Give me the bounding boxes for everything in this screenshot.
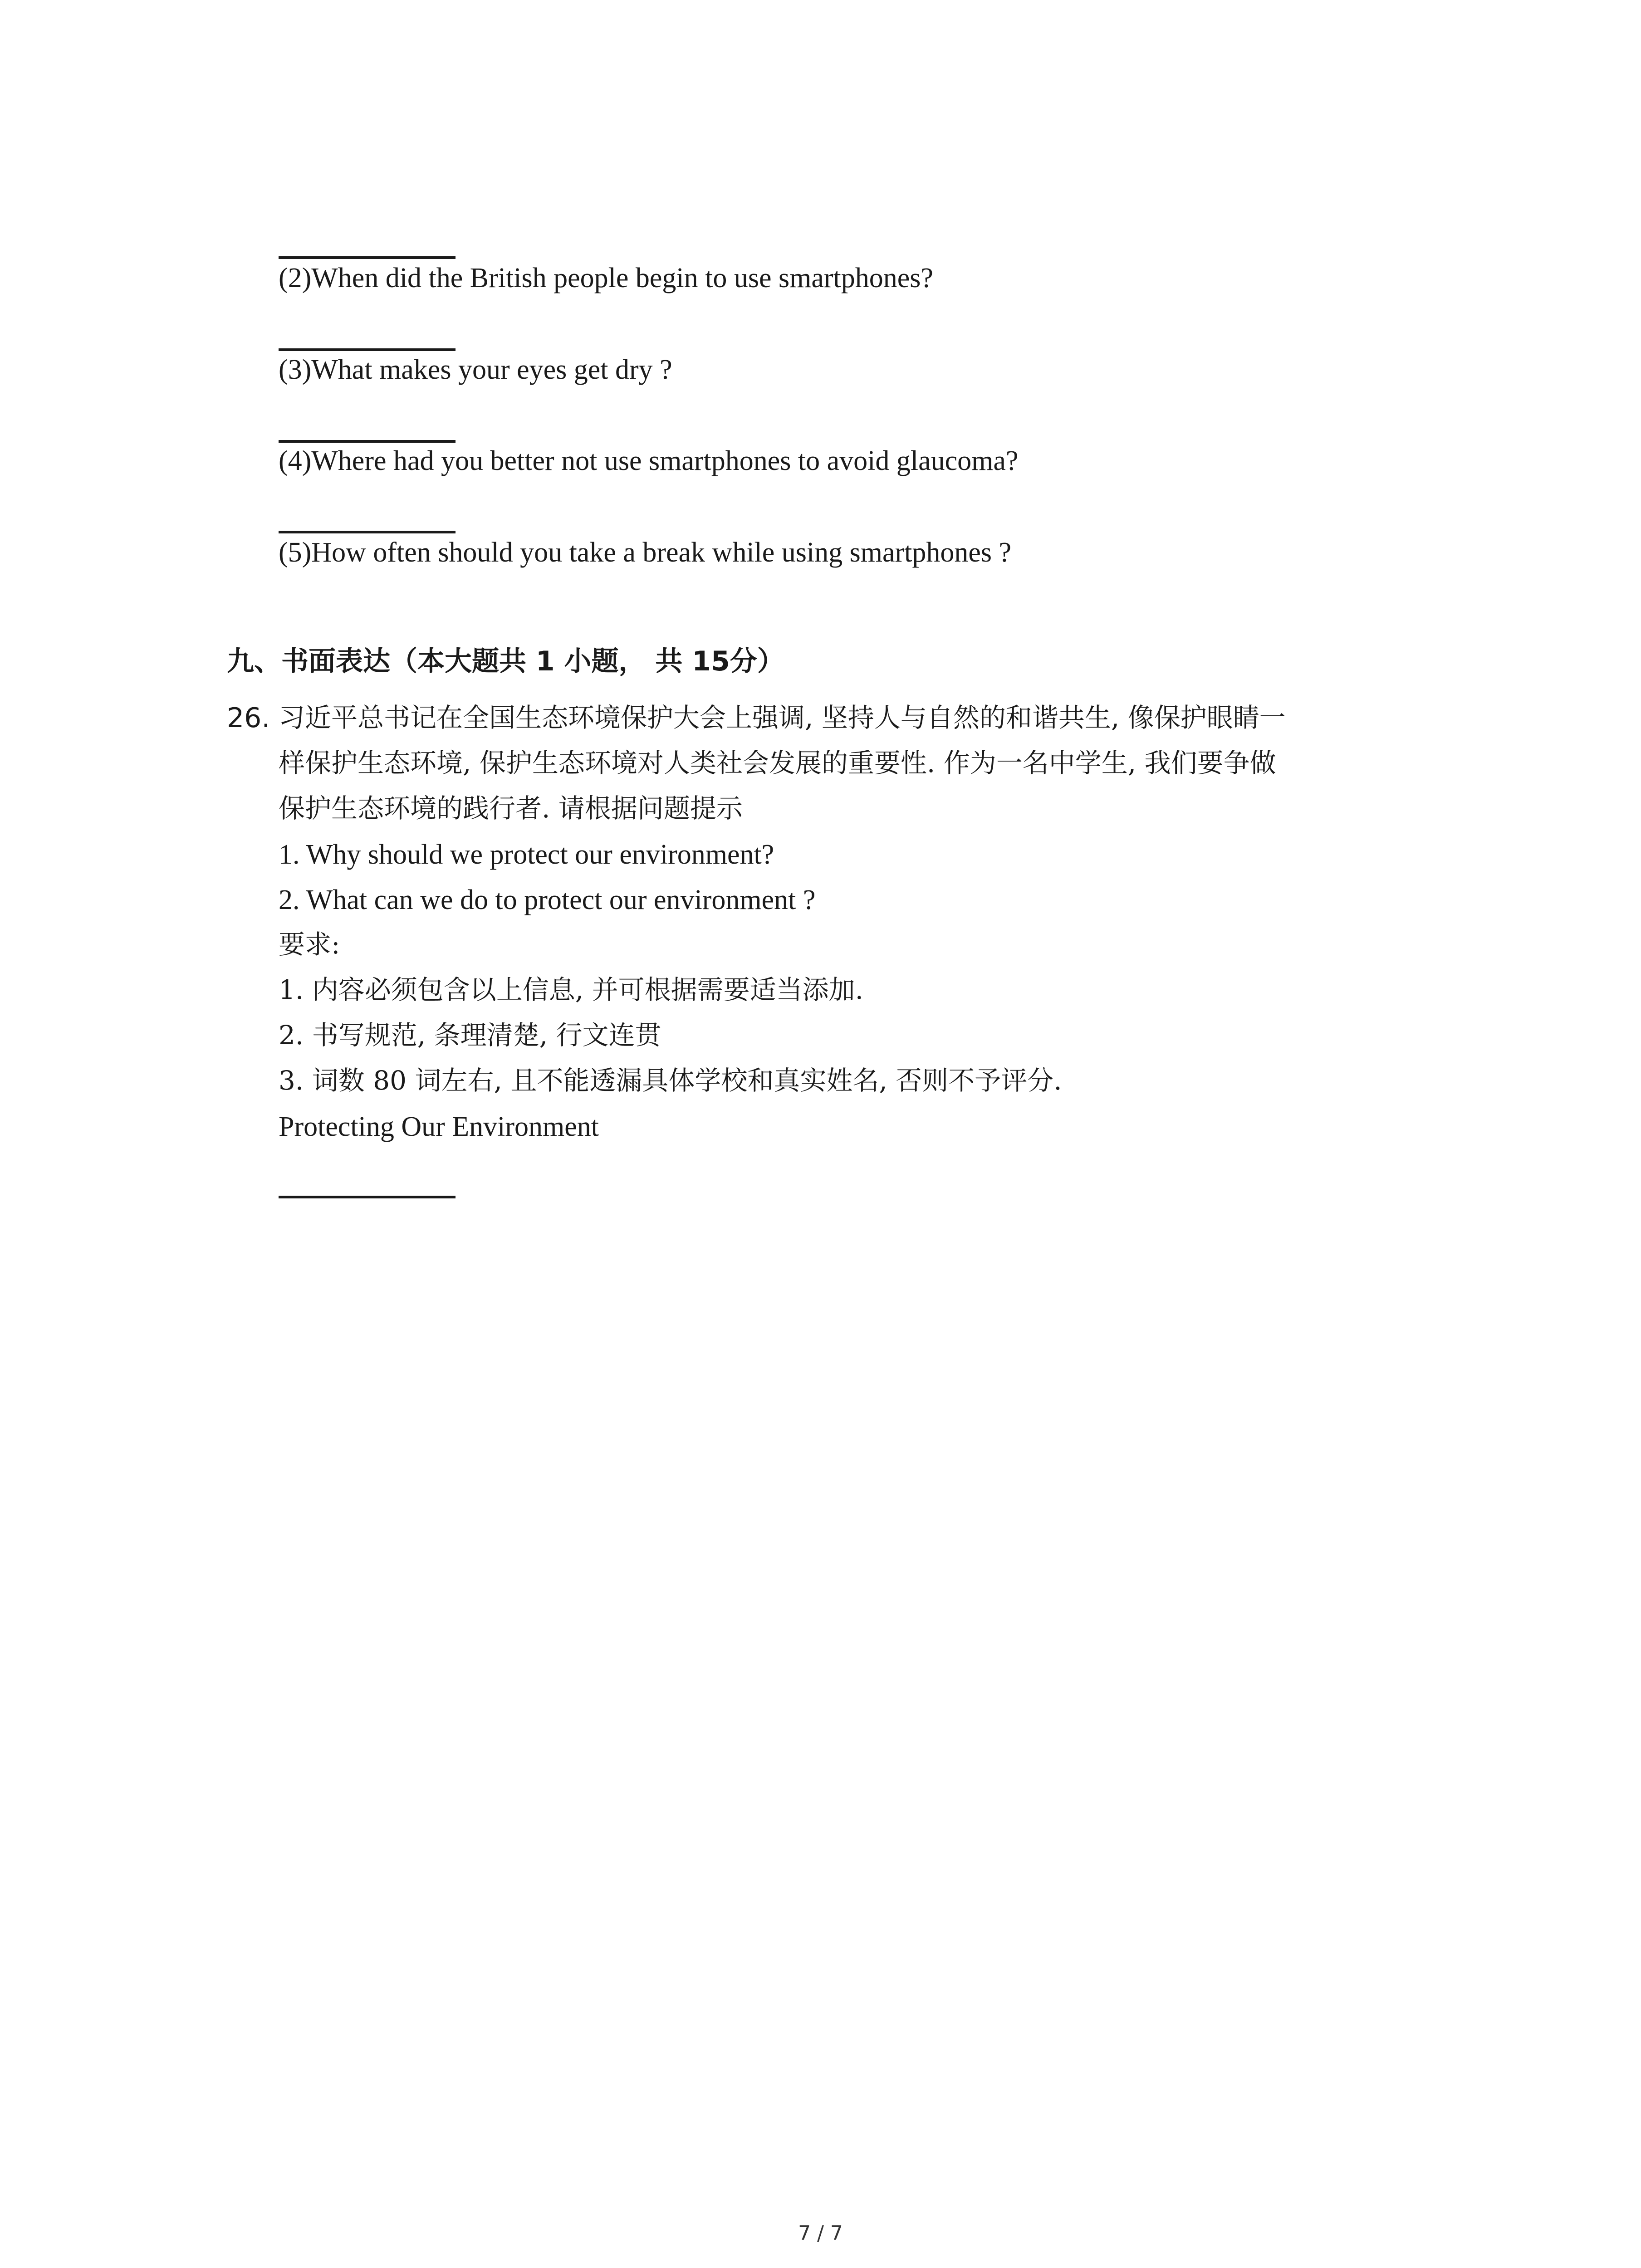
answer-blank[interactable]	[279, 1196, 456, 1198]
section-heading: 九、书面表达（本大题共 1 小题， 共 15分）	[227, 645, 784, 677]
question-5: (5)How often should you take a break while using smartphones ?	[279, 537, 1012, 568]
requirements-label: 要求:	[279, 929, 340, 960]
page-number: 7 / 7	[798, 2222, 843, 2245]
answer-blank[interactable]	[279, 256, 456, 259]
requirement-3: 3. 词数 80 词左右, 且不能透漏具体学校和真实姓名, 否则不予评分.	[279, 1065, 1062, 1096]
answer-blank[interactable]	[279, 531, 456, 533]
essay-title: Protecting Our Environment	[279, 1111, 599, 1142]
hint-1: 1. Why should we protect our environment?	[279, 839, 774, 870]
question-number: 26.	[227, 702, 270, 734]
question-3: (3)What makes your eyes get dry ?	[279, 354, 672, 385]
prompt-line: 保护生态环境的践行者. 请根据问题提示	[279, 793, 743, 824]
hint-2: 2. What can we do to protect our environment ?	[279, 885, 816, 915]
answer-blank[interactable]	[279, 348, 456, 351]
answer-blank[interactable]	[279, 440, 456, 443]
question-2: (2)When did the British people begin to use smartphones?	[279, 263, 933, 293]
requirement-1: 1. 内容必须包含以上信息, 并可根据需要适当添加.	[279, 974, 864, 1005]
requirement-2: 2. 书写规范, 条理清楚, 行文连贯	[279, 1020, 661, 1051]
question-4: (4)Where had you better not use smartphones to avoid glaucoma?	[279, 445, 1019, 476]
prompt-line: 样保护生态环境, 保护生态环境对人类社会发展的重要性. 作为一名中学生, 我们要争做	[279, 748, 1276, 778]
prompt-line: 习近平总书记在全国生态环境保护大会上强调, 坚持人与自然的和谐共生, 像保护眼睛一	[279, 702, 1286, 733]
